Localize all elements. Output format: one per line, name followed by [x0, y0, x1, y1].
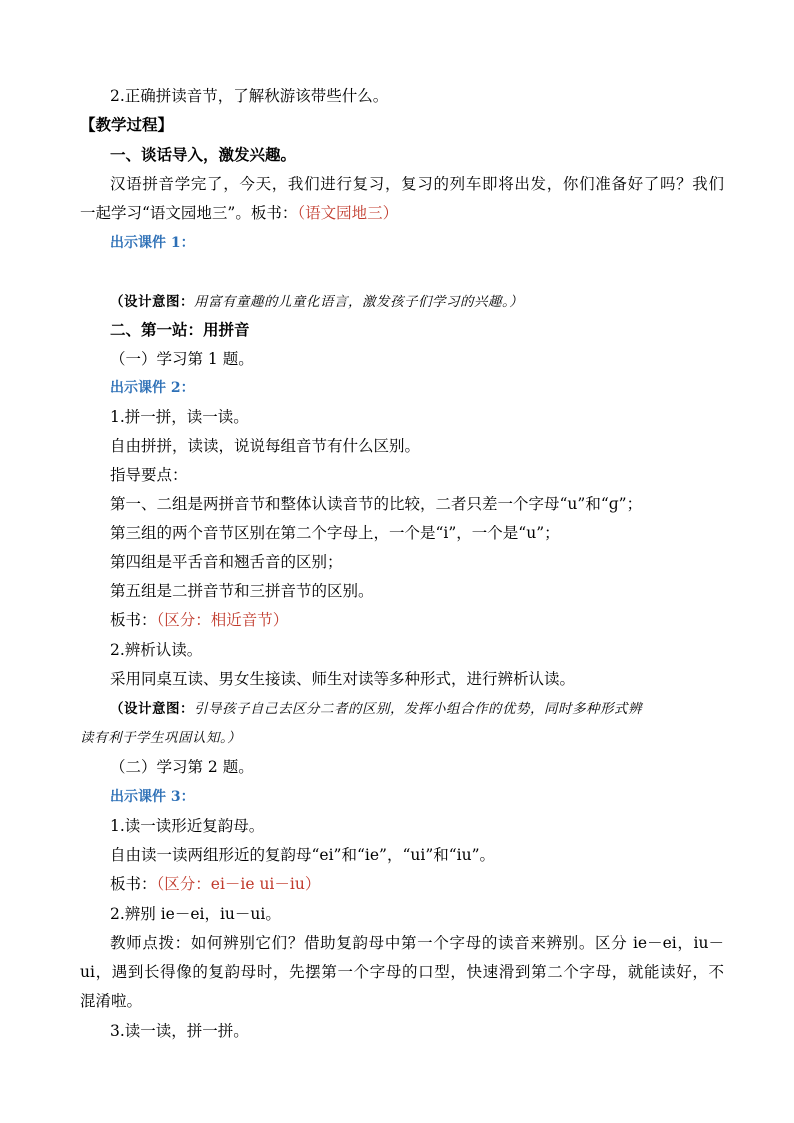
teacher-tip-cont: ui，遇到长得像的复韵母时，先摆第一个字母的口型，快速滑到第二个字母，就能读好，不: [80, 963, 724, 981]
design-intent-1: [110, 292, 730, 312]
design-intent-label: （设计意图：: [110, 294, 194, 310]
paragraph-intro-cont: [80, 203, 700, 223]
step-heading-1: 一、谈话导入，激发兴趣。: [110, 145, 297, 164]
subsection-1: （一）学习第 1 题。: [110, 350, 254, 368]
board-note-1: （语文园地三）: [297, 204, 399, 222]
design-intent-text-2: 引导孩子自己去区分二者的区别，发挥小组合作的优势，同时多种形式辨: [194, 701, 642, 717]
board-note-3: （区分：ei－ie ui－iu）: [156, 875, 321, 893]
board-line-3: [110, 874, 730, 894]
design-intent-2-cont: 读有利于学生巩固认知。）: [80, 730, 242, 746]
design-intent-text: 用富有童趣的儿童化语言，激发孩子们学习的兴趣。）: [194, 294, 524, 310]
item-2: 2.辨析认读。: [110, 641, 203, 659]
intro-text: 一起学习“语文园地三”。板书：: [80, 204, 298, 222]
courseware-label-1: 出示课件 1：: [110, 235, 195, 251]
teacher-tip: 教师点拨：如何辨别它们？借助复韵母中第一个字母的读音来辨别。区分 ie－ei，iu－: [110, 934, 724, 952]
item-5: 3.读一读，拼一拼。: [110, 1022, 249, 1040]
teacher-tip-end: 混淆啦。: [80, 992, 143, 1010]
paragraph-intro: 汉语拼音学完了，今天，我们进行复习，复习的列车即将出发，你们准备好了吗？我们: [110, 175, 724, 193]
board-label: 板书：: [110, 611, 157, 629]
instruction-1: 自由拼拼，读读，说说每组音节有什么区别。: [110, 437, 421, 455]
courseware-label-3: 出示课件 3：: [110, 789, 195, 805]
item-4: 2.辨别 ie－ei，iu－ui。: [110, 905, 281, 923]
section-heading-teaching-process: 【教学过程】: [80, 115, 174, 134]
guidance-point-2: 第三组的两个音节区别在第二个字母上，一个是“i”，一个是“u”；: [110, 524, 560, 542]
design-intent-2: [110, 699, 730, 719]
guidance-label: 指导要点：: [110, 466, 188, 484]
guidance-point-4: 第五组是二拼音节和三拼音节的区别。: [110, 582, 374, 600]
board-label-3: 板书：: [110, 875, 157, 893]
subsection-2: （二）学习第 2 题。: [110, 758, 254, 776]
item-3: 1.读一读形近复韵母。: [110, 817, 265, 835]
instruction-2: 采用同桌互读、男女生接读、师生对读等多种形式，进行辨析认读。: [110, 670, 576, 688]
design-intent-label-2: （设计意图：: [110, 701, 194, 717]
step-heading-2: 二、第一站：用拼音: [110, 320, 250, 339]
board-note-2: （区分：相近音节）: [156, 611, 289, 629]
courseware-label-2: 出示课件 2：: [110, 380, 195, 396]
instruction-3: 自由读一读两组形近的复韵母“ei”和“ie”，“ui”和“iu”。: [110, 846, 496, 864]
item-1: 1.拼一拼，读一读。: [110, 408, 249, 426]
guidance-point-1: 第一、二组是两拼音节和整体认读音节的比较，二者只差一个字母“u”和“ɡ”；: [110, 495, 643, 513]
guidance-point-3: 第四组是平舌音和翘舌音的区别；: [110, 553, 343, 571]
objective-2: 2.正确拼读音节，了解秋游该带些什么。: [110, 87, 389, 105]
board-line-2: [110, 610, 730, 630]
